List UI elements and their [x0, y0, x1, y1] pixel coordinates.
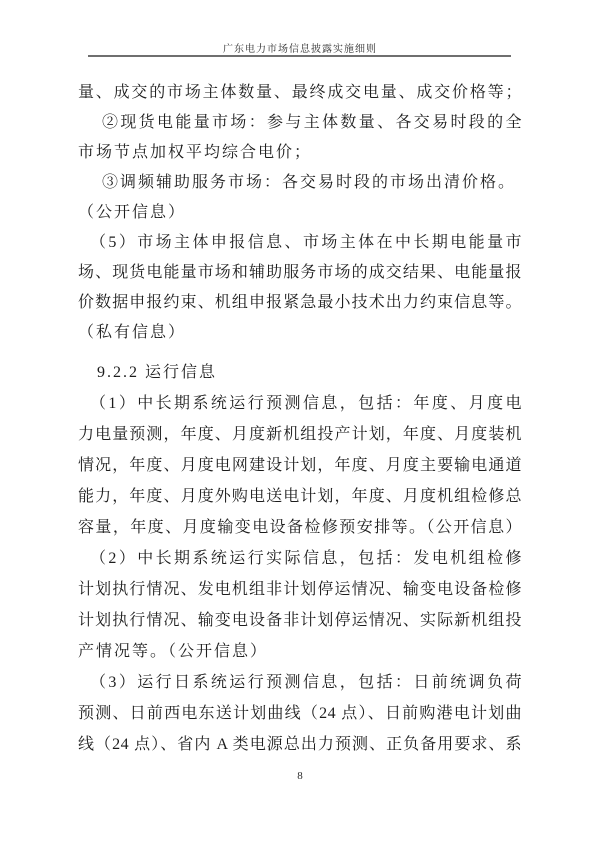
doc-line: 力电量预测，年度、月度新机组投产计划，年度、月度装机 [78, 426, 522, 443]
page-header-title: 广东电力市场信息披露实施细则 [223, 44, 377, 55]
doc-line: 场、现货电能量市场和辅助服务市场的成交结果、电能量报 [78, 264, 522, 281]
doc-line: 产情况等。（公开信息） [78, 643, 269, 660]
document-body [78, 78, 522, 760]
doc-line: ③调频辅助服务市场：各交易时段的市场出清价格。 [102, 174, 517, 191]
doc-line: （公开信息） [78, 204, 187, 221]
doc-line: 量、成交的市场主体数量、最终成交电量、成交价格等； [78, 84, 522, 101]
doc-line: 价数据申报约束、机组申报紧急最小技术出力约束信息等。 [78, 294, 522, 311]
doc-line: 市场节点加权平均综合电价； [78, 144, 313, 161]
doc-line: 能力，年度、月度外购电送电计划，年度、月度机组检修总 [78, 488, 522, 505]
doc-line: ②现货电能量市场：参与主体数量、各交易时段的全 [102, 114, 522, 131]
header-rule [88, 55, 511, 57]
doc-line: 计划执行情况、输变电设备非计划停运情况、实际新机组投 [78, 612, 522, 629]
doc-line: 计划执行情况、发电机组非计划停运情况、输变电设备检修 [78, 581, 522, 598]
doc-line: （3）运行日系统运行预测信息，包括：日前统调负荷 [90, 674, 522, 691]
doc-line: （1）中长期系统运行预测信息，包括：年度、月度电 [90, 395, 522, 412]
section-heading: 9.2.2 运行信息 [97, 364, 218, 381]
doc-line: 情况，年度、月度电网建设计划，年度、月度主要输电通道 [78, 457, 522, 474]
doc-line: 预测、日前西电东送计划曲线（24 点）、日前购港电计划曲 [78, 705, 522, 722]
doc-line: 容量，年度、月度输变电设备检修预安排等。（公开信息） [78, 519, 522, 536]
doc-line: （2）中长期系统运行实际信息，包括：发电机组检修 [90, 550, 522, 567]
page-number: 8 [297, 770, 303, 782]
doc-line: 线（24 点）、省内 A 类电源总出力预测、正负备用要求、系 [78, 736, 522, 753]
doc-line: （5）市场主体申报信息、市场主体在中长期电能量市 [90, 234, 522, 251]
doc-line: （私有信息） [78, 324, 187, 341]
